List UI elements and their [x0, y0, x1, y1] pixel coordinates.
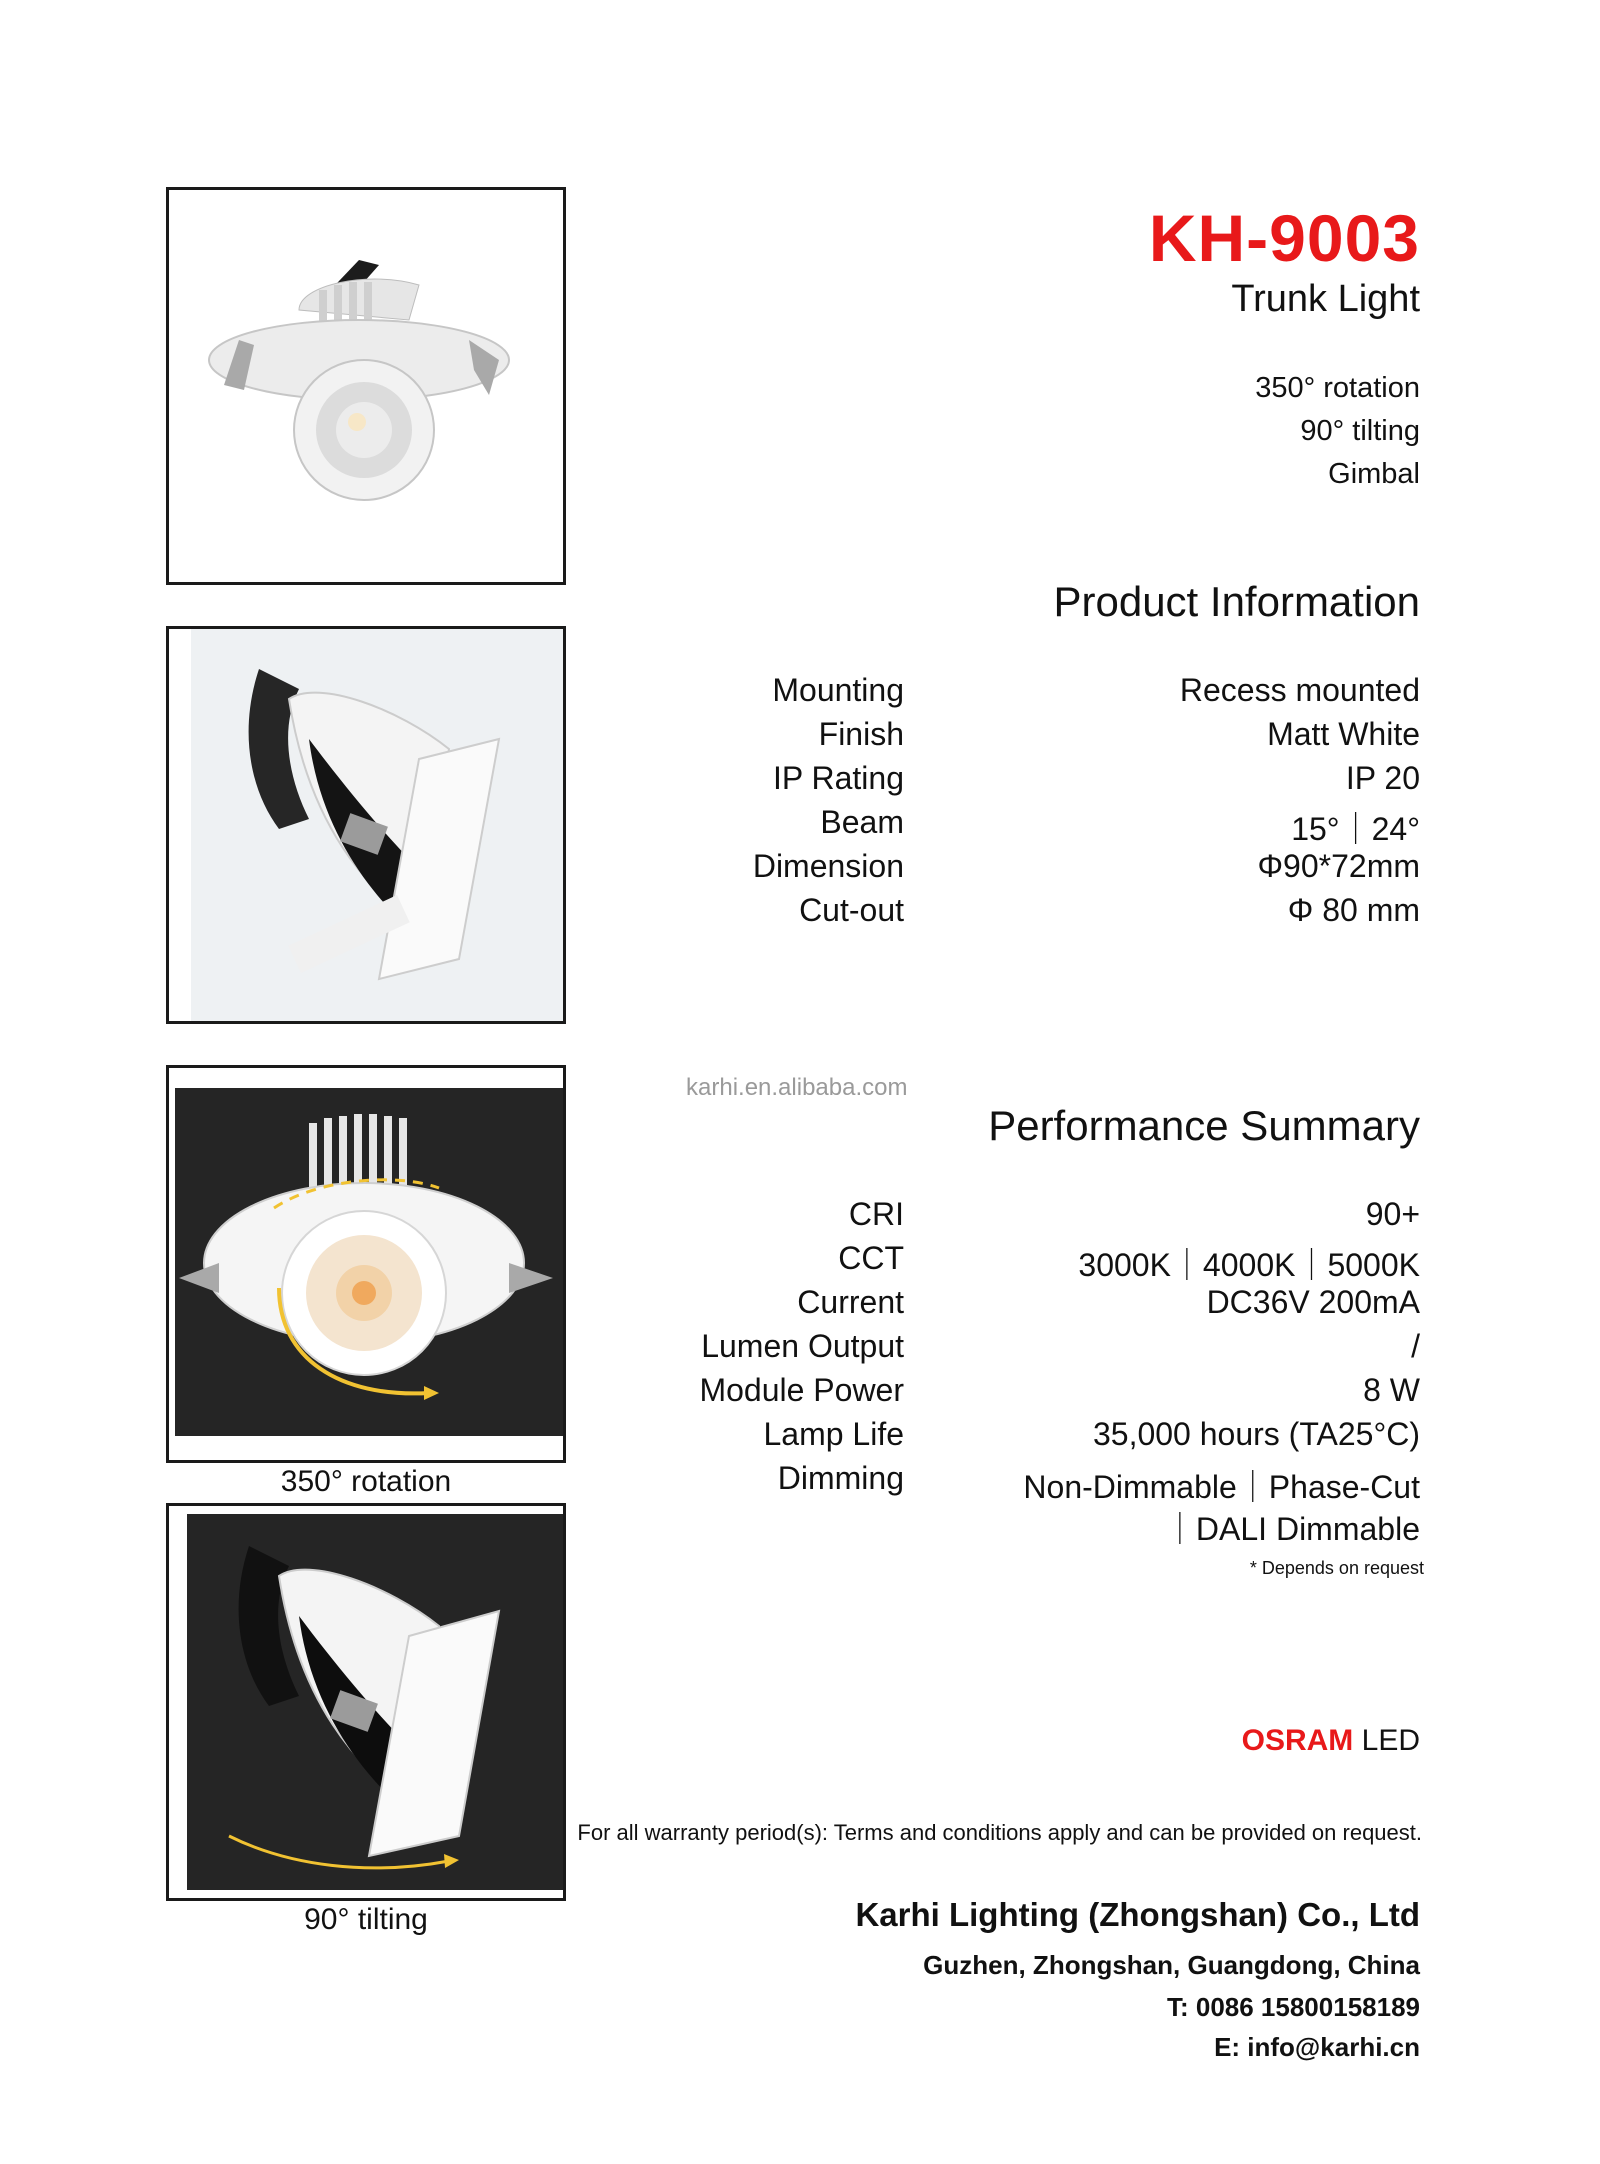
- spec-label-beam: Beam: [820, 804, 904, 840]
- led-source: [1100, 1724, 1420, 1758]
- spec-label-cut-out: Cut-out: [799, 892, 904, 928]
- performance-title: Performance Summary: [988, 1102, 1420, 1149]
- perf-label-current: Current: [797, 1284, 904, 1320]
- led-suffix: LED: [1353, 1724, 1420, 1757]
- spec-value-finish: Matt White: [1267, 716, 1420, 752]
- request-note: * Depends on request: [1249, 1558, 1424, 1578]
- spec-value-beam: 15°｜24°: [1291, 811, 1420, 847]
- warranty-statement: For all warranty period(s): Terms and conditions apply and can be provided on request.: [577, 1820, 1422, 1845]
- caption-rotation: 350° rotation: [280, 1465, 452, 1498]
- perf-value-dimming: Non-Dimmable｜Phase-Cut: [1023, 1469, 1420, 1505]
- company-address: Guzhen, Zhongshan, Guangdong, China: [923, 1950, 1420, 1980]
- model-number: KH-9003: [1148, 201, 1420, 275]
- downlight-tilting-illustration: [169, 1506, 563, 1898]
- perf-label-cri: CRI: [848, 1196, 904, 1232]
- downlight-front-illustration: [169, 190, 563, 582]
- spec-label-finish: Finish: [818, 716, 904, 752]
- feature-rotation: 350° rotation: [1255, 372, 1420, 404]
- spec-label-dimension: Dimension: [752, 848, 904, 884]
- company-email: E: info@karhi.cn: [1214, 2032, 1420, 2062]
- product-type: Trunk Light: [1231, 278, 1420, 320]
- perf-value-current: DC36V 200mA: [1206, 1284, 1420, 1320]
- perf-value-dimming-line2: ｜DALI Dimmable: [1163, 1511, 1420, 1547]
- product-photo-rotation: [166, 1065, 566, 1463]
- spec-value-cut-out: Φ 80 mm: [1287, 892, 1420, 928]
- company-phone: T: 0086 15800158189: [1166, 1992, 1420, 2022]
- perf-label-cct: CCT: [838, 1240, 904, 1276]
- feature-gimbal: Gimbal: [1328, 458, 1420, 490]
- downlight-side-illustration: [169, 629, 563, 1021]
- product-photo-side: [166, 626, 566, 1024]
- spec-value-dimension: Φ90*72mm: [1257, 848, 1420, 884]
- perf-value-lumen-output: /: [1411, 1328, 1420, 1364]
- perf-label-dimming: Dimming: [777, 1460, 904, 1496]
- product-photo-tilting: [166, 1503, 566, 1901]
- caption-tilting: 90° tilting: [304, 1903, 428, 1936]
- perf-label-module-power: Module Power: [699, 1372, 904, 1408]
- perf-label-lamp-life: Lamp Life: [763, 1416, 904, 1452]
- product-photo-front: [166, 187, 566, 585]
- spec-label-mounting: Mounting: [772, 672, 904, 708]
- downlight-rotation-illustration: [169, 1068, 563, 1460]
- perf-value-cri: 90+: [1365, 1196, 1420, 1232]
- spec-label-ip-rating: IP Rating: [772, 760, 904, 796]
- spec-value-mounting: Recess mounted: [1179, 672, 1420, 708]
- company-name: Karhi Lighting (Zhongshan) Co., Ltd: [855, 1896, 1420, 1933]
- product-info-title: Product Information: [1053, 578, 1420, 625]
- perf-value-module-power: 8 W: [1363, 1372, 1420, 1408]
- led-brand: OSRAM: [1241, 1724, 1354, 1757]
- perf-label-lumen-output: Lumen Output: [701, 1328, 904, 1364]
- perf-value-lamp-life: 35,000 hours (TA25°C): [1092, 1416, 1420, 1452]
- feature-tilting: 90° tilting: [1300, 415, 1420, 447]
- perf-value-cct: 3000K｜4000K｜5000K: [1078, 1247, 1420, 1283]
- spec-value-ip-rating: IP 20: [1345, 760, 1420, 796]
- watermark-text: karhi.en.alibaba.com: [686, 1074, 908, 1101]
